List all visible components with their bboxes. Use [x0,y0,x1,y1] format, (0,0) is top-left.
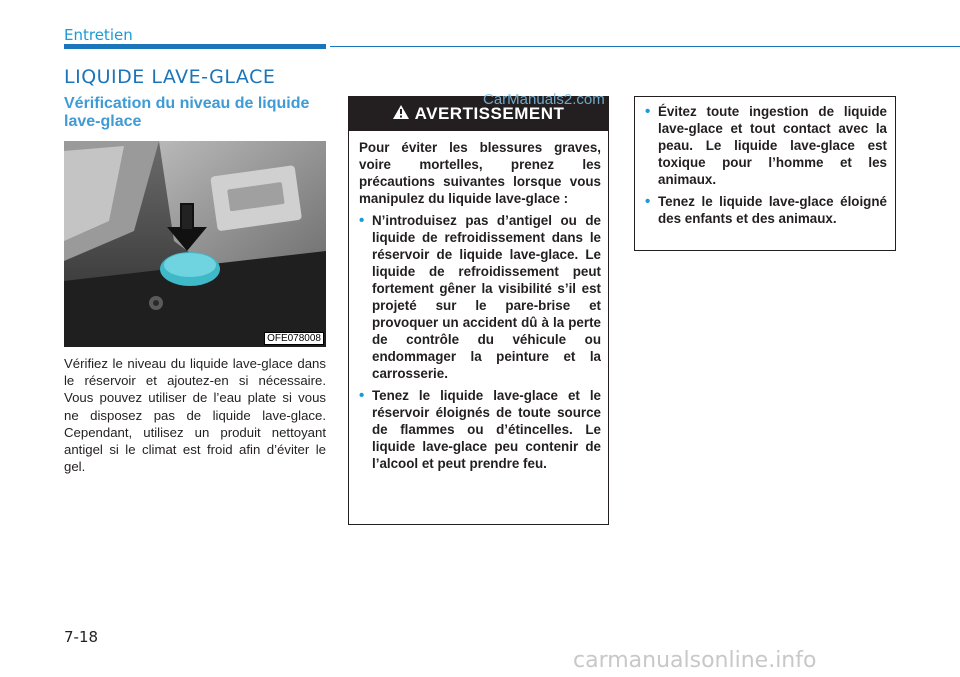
section-header: Entretien [64,26,133,44]
warning-continued-body [645,103,887,227]
header-rule-thin [330,46,960,47]
warning-bullet: • Tenez le liquide lave-glace éloigné des enfants et des animaux. [645,193,887,227]
warning-triangle-icon [393,104,409,124]
warning-bullet: • Tenez le liquide lave-glace et le réservoir éloignés de toute source de flammes ou d’étincelles. Le liquide lave-glace peu contenir de l’alcool et peut prendre feu. [359,387,601,472]
body-paragraph: Vérifiez le niveau du liquide lave-glace dans le réservoir et ajoutez-en si nécessaire. Vous pouvez utiliser de l’eau plate si vous ne disposez pas de liquide lave-glace. Cependant, utilisez un produit nettoyant antigel si le climat est froid afin d’éviter le gel. [64,356,326,475]
warning-box [348,96,609,525]
warning-body [359,139,601,472]
section-title: LIQUIDE LAVE-GLACE [64,66,276,88]
warning-bullet: • N’introduisez pas d’antigel ou de liquide de refroidissement dans le réservoir de liquide lave-glace. Le liquide de refroidissement peut fortement gêner la visibilité s’il est projeté sur le pare-brise et provoquer un accident dû à la perte de contrôle du véhicule ou endommager la peinture et la carrosserie. [359,212,601,382]
warning-intro: Pour éviter les blessures graves, voire mortelles, prenez les précautions suivantes lorsque vous manipulez du liquide lave-glace : [359,140,601,206]
watermark-bottom: carmanualsonline.info [573,648,817,673]
warning-title: AVERTISSEMENT [414,104,565,123]
subheading: Vérification du niveau de liquide lave-glace [64,95,310,130]
warning-continued-box [634,96,896,251]
page-number: 7-18 [64,628,99,646]
photo-code: OFE078008 [264,332,324,345]
header-rule-thick [64,44,326,49]
watermark-top: CarManuals2.com [483,91,605,108]
engine-bay-illustration [64,141,326,347]
warning-bullet: • Évitez toute ingestion de liquide lave-glace et tout contact avec la peau. Le liquide lave-glace est toxique pour l’homme et les animaux. [645,103,887,188]
engine-bay-photo [64,141,326,347]
